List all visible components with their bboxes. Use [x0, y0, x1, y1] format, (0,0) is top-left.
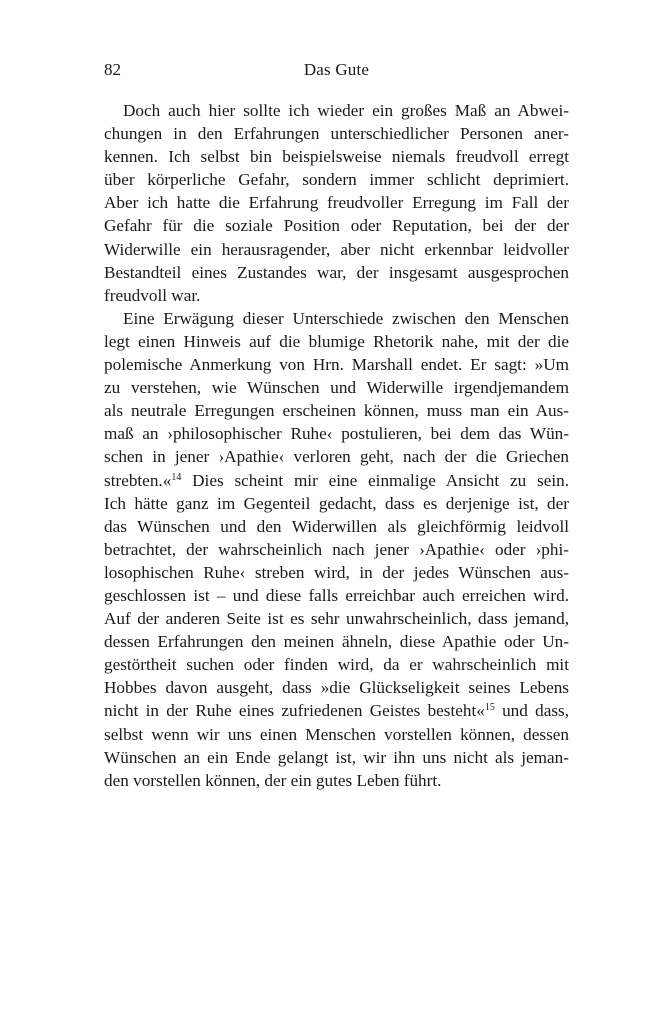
- text-line: maß an ›philosophischer Ruhe‹ postulieren, bei dem das Wün-: [104, 424, 569, 444]
- text-line: freudvoll war.: [104, 285, 201, 305]
- text-line: chungen in den Erfahrungen unterschiedlicher Personen aner-: [104, 124, 569, 144]
- text-line: losophischen Ruhe‹ streben wird, in der jedes Wünschen aus-: [104, 562, 569, 582]
- text-line: Hobbes davon ausgeht, dass »die Glückseligkeit seines Lebens: [104, 678, 569, 698]
- text-line: dessen Erfahrungen den meinen ähneln, diese Apathie oder Un-: [104, 632, 569, 652]
- text-line: geschlossen ist – und diese falls erreichbar auch erreichen wird.: [104, 585, 569, 605]
- page-number: 82: [104, 60, 121, 79]
- text-segment: und dass,: [494, 701, 569, 721]
- text-segment: strebten.«: [104, 470, 172, 490]
- text-line: kennen. Ich selbst bin beispielsweise niemals freudvoll erregt: [104, 147, 569, 167]
- text-line: Auf der anderen Seite ist es sehr unwahrscheinlich, dass jemand,: [104, 609, 569, 629]
- text-line: Gefahr für die soziale Position oder Reputation, bei der der: [104, 216, 569, 236]
- text-line: [104, 699, 569, 722]
- text-line: gestörtheit suchen oder finden wird, da er wahrscheinlich mit: [104, 655, 569, 675]
- text-line: über körperliche Gefahr, sondern immer schlicht deprimiert.: [104, 170, 569, 190]
- text-line: das Wünschen und den Widerwillen als gleichförmig leidvoll: [104, 516, 569, 536]
- text-line: legt einen Hinweis auf die blumige Rhetorik nahe, mit der die: [104, 331, 569, 351]
- text-segment: Dies scheint mir eine einmalige Ansicht zu sein.: [181, 470, 569, 490]
- text-line: Widerwille ein herausragender, aber nicht erkennbar leidvoller: [104, 239, 569, 259]
- text-segment: nicht in der Ruhe eines zufriedenen Geistes besteht«: [104, 701, 485, 721]
- text-line: schen in jener ›Apathie‹ verloren geht, nach der die Griechen: [104, 447, 569, 467]
- text-line: Eine Erwägung dieser Unterschiede zwischen den Menschen: [123, 308, 569, 328]
- running-head: Das Gute: [303, 60, 370, 79]
- body-text: [104, 99, 569, 792]
- footnote-marker: 15: [484, 702, 495, 714]
- text-line: Bestandteil eines Zustandes war, der insgesamt ausgesprochen: [104, 262, 569, 282]
- text-line: Doch auch hier sollte ich wieder ein großes Maß an Abwei-: [123, 101, 569, 120]
- text-line: Wünschen an ein Ende gelangt ist, wir ihn uns nicht als jeman-: [104, 747, 569, 767]
- text-line: selbst wenn wir uns einen Menschen vorstellen können, dessen: [104, 724, 569, 744]
- paragraph: [104, 307, 569, 792]
- text-line: zu verstehen, wie Wünschen und Widerwille irgendjemandem: [104, 378, 569, 398]
- text-line: den vorstellen können, der ein gutes Leben führt.: [104, 770, 442, 790]
- text-line: [104, 469, 569, 492]
- page-header: [104, 60, 569, 84]
- text-line: betrachtet, der wahrscheinlich nach jener ›Apathie‹ oder ›phi-: [104, 539, 569, 559]
- text-line: Aber ich hatte die Erfahrung freudvoller Erregung im Fall der: [104, 193, 569, 213]
- text-line: polemische Anmerkung von Hrn. Marshall endet. Er sagt: »Um: [104, 355, 569, 375]
- footnote-marker: 14: [171, 471, 182, 483]
- text-line: Ich hätte ganz im Gegenteil gedacht, dass es derjenige ist, der: [104, 493, 569, 513]
- text-line: als neutrale Erregungen erscheinen können, muss man ein Aus-: [104, 401, 569, 421]
- paragraph: [104, 99, 569, 307]
